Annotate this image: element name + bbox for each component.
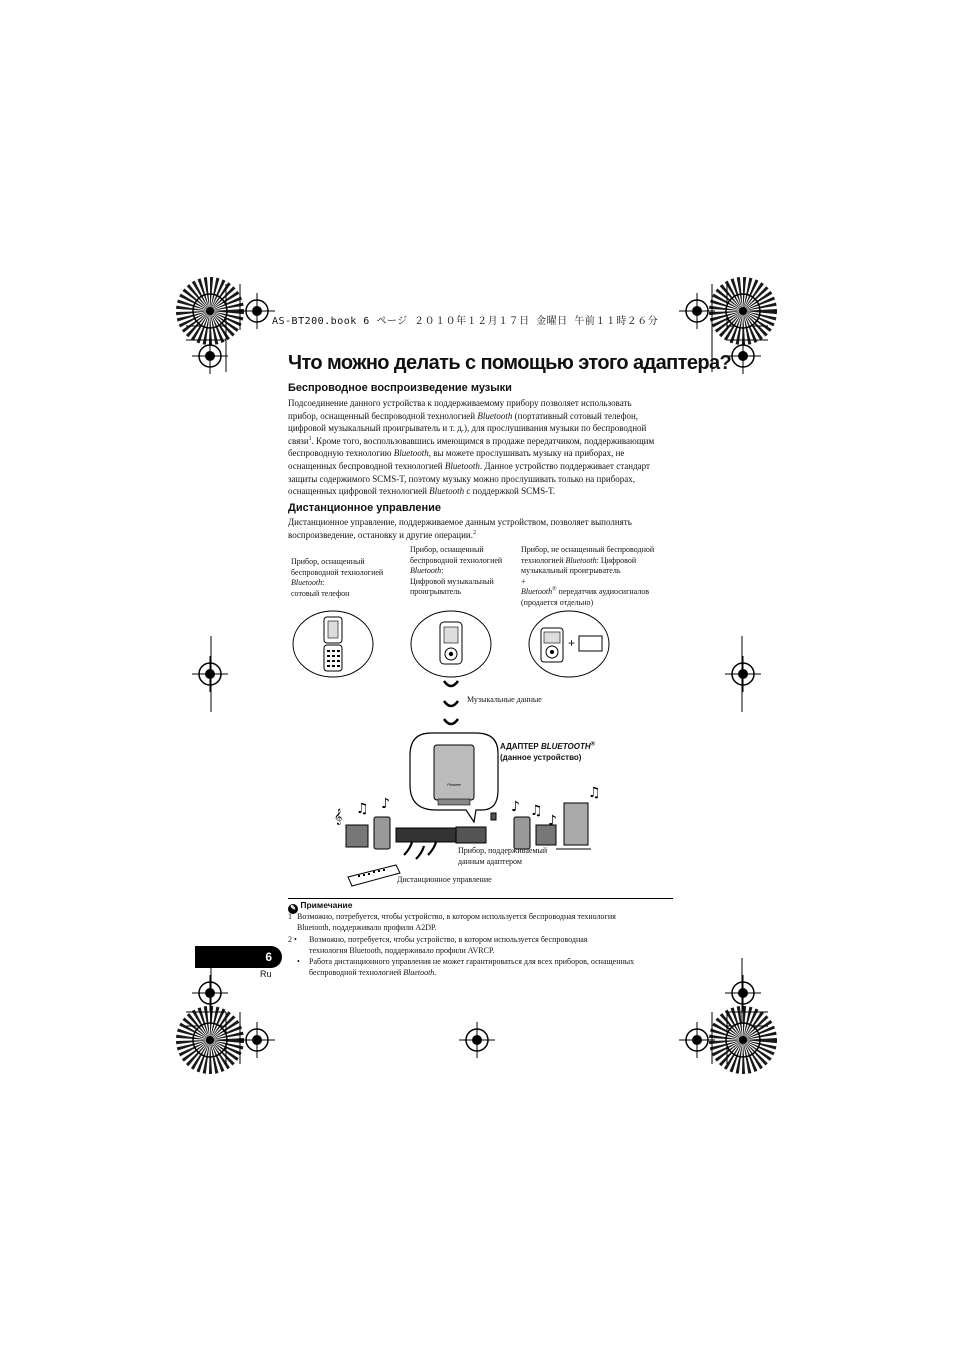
text-line: воспроизведение, остановку и другие операции.$^2$ — [288, 529, 476, 540]
text-line: Прибор, оснащенный — [291, 557, 365, 566]
svg-text:♫: ♫ — [530, 803, 543, 819]
note-heading: ✎ Примечание — [288, 900, 352, 914]
bluetooth-adapter-icon — [410, 733, 498, 822]
text-line: оснащенных цифровой технологией Bluetooth с поддержкой SCMS-T. — [288, 486, 556, 497]
text-line: Bluetooth: — [291, 578, 325, 588]
text-line: беспроводную технологию Bluetooth, вы можете прослушивать музыку на приборах, не — [288, 448, 625, 459]
text-line: Bluetooth: — [410, 566, 444, 576]
svg-text:Pioneer: Pioneer — [447, 782, 461, 787]
svg-text:♫: ♫ — [356, 801, 369, 817]
remote-signal-icon — [404, 842, 436, 859]
remote-control-icon — [348, 865, 400, 886]
section-heading-wireless: Беспроводное воспроизведение музыки — [288, 382, 512, 394]
plus-sign: + — [568, 636, 576, 650]
caption-player — [410, 545, 520, 598]
signal-waves-icon — [444, 681, 458, 724]
text-line: оснащенных беспроводной технологией Bluetooth. Данное устройство поддерживает стандарт — [288, 460, 650, 471]
page-title: Что можно делать с помощью этого адаптера? — [288, 352, 732, 374]
text-line: беспроводной технологией — [291, 567, 384, 577]
text-line: Цифровой музыкальный — [410, 576, 494, 586]
music-data-label: Музыкальные данные — [467, 695, 542, 704]
remote-paragraph — [288, 516, 678, 541]
svg-text:♪: ♪ — [511, 799, 520, 815]
music-player-icon — [440, 622, 462, 664]
text-line: (продается отдельно) — [521, 597, 594, 607]
text-line: защиты содержимого SCMS-T, поэтому музыку можно прослушивать только на приборах, — [288, 473, 635, 484]
svg-text:♫: ♫ — [588, 785, 601, 801]
svg-text:♪: ♪ — [381, 796, 390, 812]
print-header: AS-BT200.book 6 ページ ２０１０年１２月１７日 金曜日 午前１１時２６分 — [272, 316, 659, 327]
text-line: связи$^1$. Кроме того, воспользовавшись имеющимся в продаже передатчиком, поддерживающим — [288, 435, 655, 446]
svg-text:♪: ♪ — [548, 813, 557, 829]
caption-transmitter — [521, 545, 681, 609]
text-line: Подсоединение данного устройства к поддерживаемому прибору позволяет использовать — [288, 398, 632, 408]
note-divider — [288, 898, 673, 899]
text-line: Прибор, оснащенный — [410, 545, 484, 554]
page-number: 6 — [195, 946, 282, 968]
adapter-label: АДАПТЕР BLUETOOTH® (данное устройство) — [500, 741, 596, 762]
text-line: музыкальный проигрыватель — [521, 566, 621, 576]
text-line: цифровой музыкальный проигрыватель и т. д.), для прослушивания музыки по беспроводной — [288, 423, 647, 434]
text-line: Bluetooth® передатчик аудиосигналов — [521, 586, 650, 597]
section-heading-remote: Дистанционное управление — [288, 502, 441, 514]
text-line: беспроводной технологией — [410, 555, 503, 565]
text-line: Дистанционное управление, поддерживаемое данным устройством, позволяет выполнять — [288, 517, 632, 527]
page-language: Ru — [260, 969, 272, 979]
text-line: сотовый телефон — [291, 588, 350, 598]
svg-text:𝄞: 𝄞 — [334, 809, 343, 825]
remote-control-label: Дистанционное управление — [397, 875, 492, 884]
text-line: проигрыватель — [410, 587, 461, 597]
wireless-paragraph — [288, 397, 678, 498]
text-line: Прибор, не оснащенный беспроводной — [521, 545, 655, 554]
caption-phone — [291, 557, 401, 599]
text-line: технологией Bluetooth: Цифровой — [521, 555, 637, 565]
text-line: + — [521, 576, 526, 586]
text-line: прибор, оснащенный беспроводной технологией Bluetooth (портативный сотовый телефон, — [288, 410, 639, 421]
note-pencil-icon: ✎ — [288, 904, 298, 914]
supported-device-label: Прибор, поддерживаемый данным адаптером — [458, 846, 548, 866]
